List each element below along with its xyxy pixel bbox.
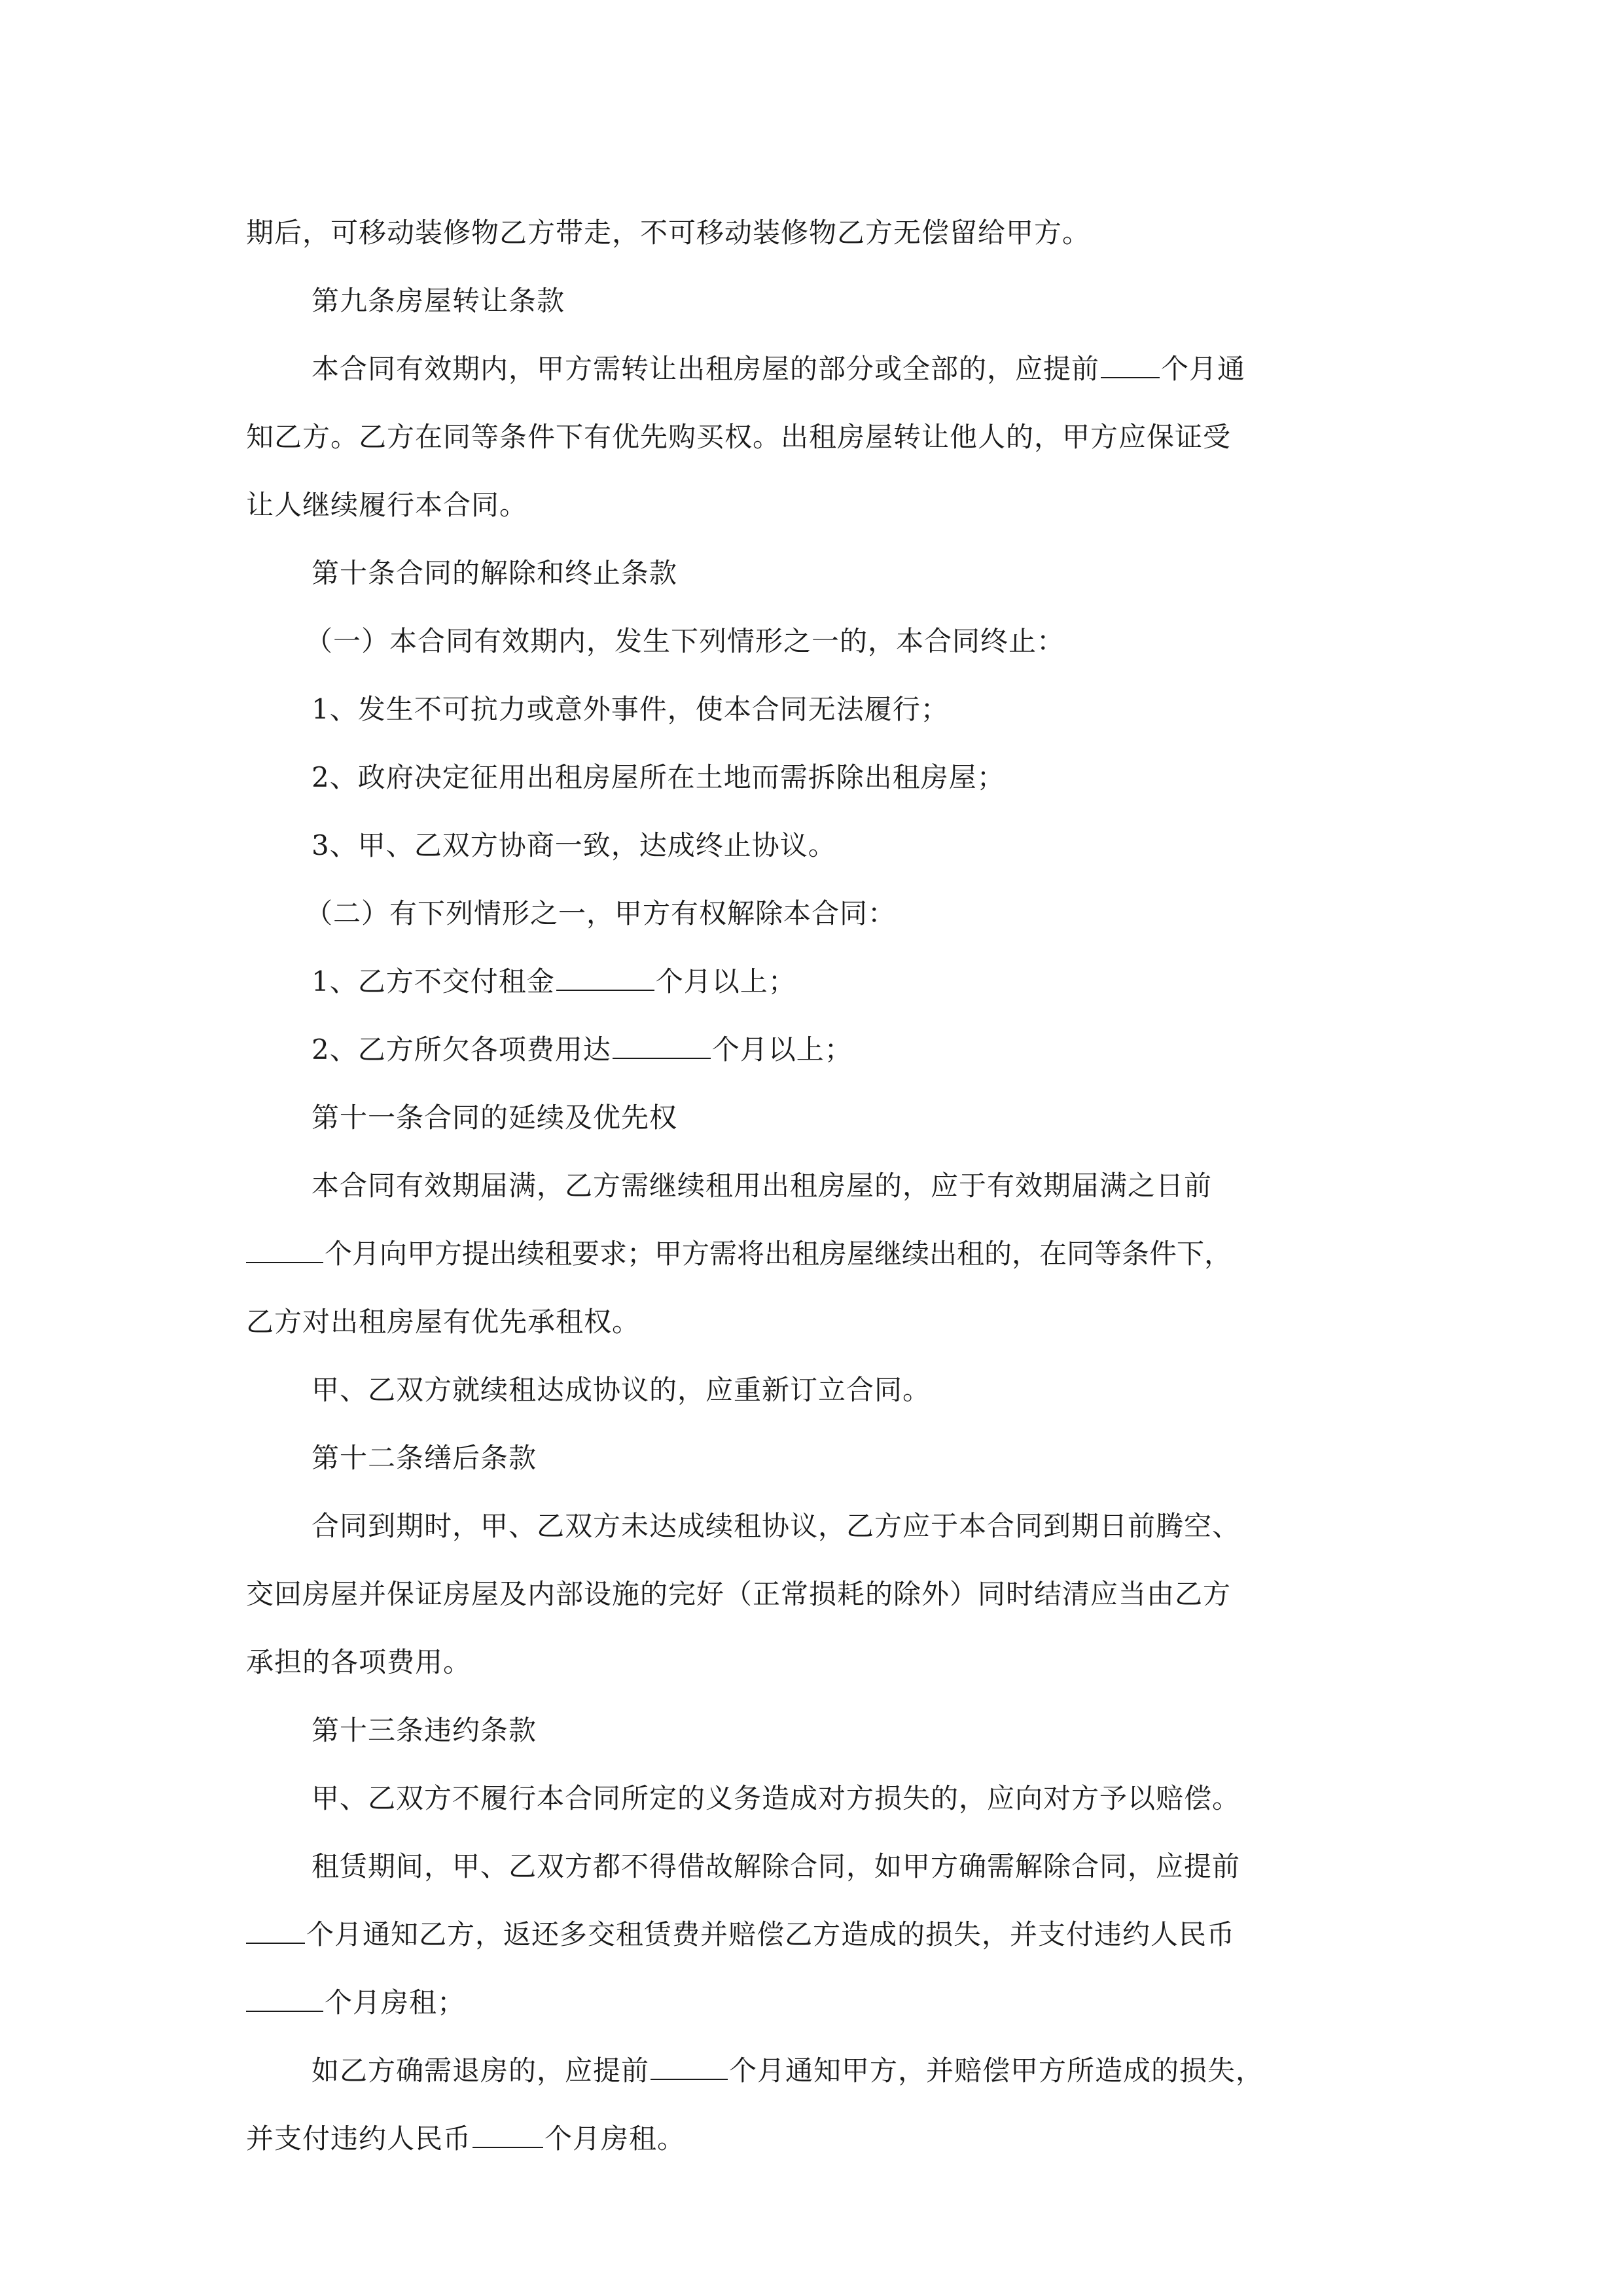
paragraph-line: 承担的各项费用。 (246, 1646, 472, 1678)
sub-clause-heading: （一）本合同有效期内，发生下列情形之一的，本合同终止： (305, 625, 1065, 657)
paragraph-line: 交回房屋并保证房屋及内部设施的完好（正常损耗的除外）同时结清应当由乙方 (246, 1578, 1232, 1610)
fill-in-blank (473, 2121, 543, 2148)
fill-in-blank (556, 963, 654, 991)
paragraph-line: 知乙方。乙方在同等条件下有优先购买权。出租房屋转让他人的，甲方应保证受 (246, 421, 1232, 453)
fill-in-blank (246, 1916, 305, 1944)
paragraph-line (246, 1901, 1372, 1969)
text-segment: 个月通知甲方，并赔偿甲方所造成的损失， (729, 2054, 1264, 2087)
paragraph-line: 租赁期间，甲、乙双方都不得借故解除合同，如甲方确需解除合同，应提前 (312, 1850, 1241, 1882)
text-segment: 1、乙方不交付租金 (312, 965, 555, 997)
paragraph-line: 期后，可移动装修物乙方带走，不可移动装修物乙方无偿留给甲方。 (246, 217, 1091, 249)
list-item: 3、甲、乙双方协商一致，达成终止协议。 (312, 829, 836, 861)
section-heading-12: 第十二条缮后条款 (312, 1442, 537, 1474)
section-heading-9: 第九条房屋转让条款 (312, 285, 565, 317)
section-heading-13: 第十三条违约条款 (312, 1714, 537, 1746)
paragraph-line (246, 2037, 1372, 2105)
text-segment: 个月以上； (711, 1033, 853, 1066)
paragraph-line: 本合同有效期届满，乙方需继续租用出租房屋的，应于有效期届满之日前 (312, 1170, 1213, 1202)
paragraph-line: 甲、乙双方不履行本合同所定的义务造成对方损失的，应向对方予以赔偿。 (312, 1782, 1241, 1814)
section-heading-10: 第十条合同的解除和终止条款 (312, 557, 678, 589)
text-segment: 本合同有效期内，甲方需转让出租房屋的部分或全部的，应提前 (312, 353, 1100, 385)
fill-in-blank (613, 1031, 711, 1059)
list-item (246, 948, 1372, 1016)
text-segment: 个月以上； (655, 965, 796, 997)
paragraph-line: 甲、乙双方就续租达成协议的，应重新订立合同。 (312, 1374, 931, 1406)
paragraph-line: 让人继续履行本合同。 (246, 489, 528, 521)
section-heading-11: 第十一条合同的延续及优先权 (312, 1102, 678, 1134)
paragraph-line: 乙方对出租房屋有优先承租权。 (246, 1306, 641, 1338)
list-item: 2、政府决定征用出租房屋所在土地而需拆除出租房屋； (312, 761, 1005, 793)
text-segment: 如乙方确需退房的，应提前 (312, 2054, 650, 2087)
paragraph-line (246, 335, 1372, 403)
fill-in-blank (651, 2053, 728, 2080)
fill-in-blank (246, 1984, 323, 2012)
paragraph-line (246, 1220, 1372, 1288)
list-item (246, 1016, 1372, 1084)
text-segment: 个月房租。 (544, 2123, 686, 2155)
paragraph-line (246, 1969, 1372, 2037)
fill-in-blank (246, 1236, 323, 1263)
document-body (246, 199, 1372, 2173)
text-segment: 个月房租； (325, 1986, 466, 2018)
paragraph-line: 合同到期时，甲、乙双方未达成续租协议，乙方应于本合同到期日前腾空、 (312, 1510, 1241, 1542)
text-segment: 2、乙方所欠各项费用达 (312, 1033, 611, 1066)
text-segment: 个月通 (1161, 353, 1246, 385)
text-segment: 个月通知乙方，返还多交租赁费并赔偿乙方造成的损失，并支付违约人民币 (306, 1918, 1236, 1950)
paragraph-line (246, 2105, 1372, 2173)
text-segment: 并支付违约人民币 (246, 2123, 472, 2155)
text-segment: 个月向甲方提出续租要求；甲方需将出租房屋继续出租的，在同等条件下， (325, 1238, 1232, 1270)
sub-clause-heading: （二）有下列情形之一，甲方有权解除本合同： (305, 897, 897, 929)
list-item: 1、发生不可抗力或意外事件，使本合同无法履行； (312, 693, 949, 725)
fill-in-blank (1101, 351, 1160, 378)
